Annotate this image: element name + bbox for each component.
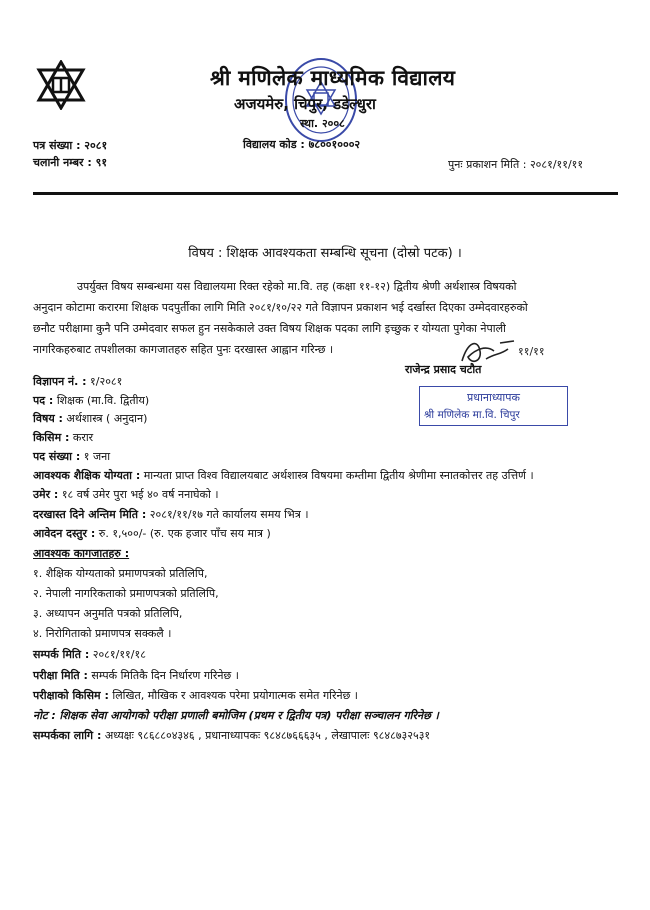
dispatch-number: चलानी नम्बर : ९१ [33,156,108,169]
detail-post-count: पद संख्या : १ जना [33,450,111,463]
detail-type: किसिम : करार [33,431,94,444]
signer-name: राजेन्द्र प्रसाद चटौत [405,363,482,376]
school-name: श्री मणिलेक माध्यमिक विद्यालय [210,66,456,90]
body-line: छनौट परीक्षामा कुनै पनि उम्मेदवार सफल हुन नसकेकाले उक्त विषय शिक्षक पदका लागि इच्छुक र योग्यता पुगेका नेपाली [33,322,506,335]
detail-post: पद : शिक्षक (मा.वि. द्वितीय) [33,394,150,407]
stamp-title: प्रधानाध्यापक [467,391,520,404]
detail-deadline: दरखास्त दिने अन्तिम मिति : २०८१/११/१७ गते कार्यालय समय भित्र । [33,508,309,521]
body-line: नागरिकहरुबाट तपशीलका कागजातहरु सहित पुनः दरखास्त आह्वान गरिन्छ । [33,343,334,356]
detail-age: उमेर : १८ वर्ष उमेर पुरा भई ४० वर्ष ननाघेको । [33,488,219,501]
detail-exam-date: परीक्षा मिति : सम्पर्क मितिकै दिन निर्धारण गरिनेछ । [33,669,239,682]
stamp-school: श्री मणिलेक मा.वि. चिपुर [424,409,520,421]
letter-number: पत्र संख्या : २०८१ [33,139,108,152]
principal-stamp [419,386,568,426]
detail-contact-date: सम्पर्क मिति : २०८१/११/१८ [33,648,146,661]
detail-contact: सम्पर्कका लागि : अध्यक्षः ९८६८८०४३४६ , प्रधानाध्यापकः ९८४८७६६६३५ , लेखापालः ९८४८७३२५३१ [33,729,431,742]
doc-item: ४. निरोगिताको प्रमाणपत्र सक्कलै । [33,627,172,640]
signature-date: ११/११ [518,345,545,358]
established-year: स्था. २००८ [300,117,345,130]
republish-date: पुनः प्रकाशन मिति : २०८१/११/११ [448,158,584,171]
detail-docs-heading: आवश्यक कागजातहरु : [33,547,130,560]
body-line: अनुदान कोटामा करारमा शिक्षक पदपुर्तीका लागि मिति २०८१/१०/२२ गते विज्ञापन प्रकाशन भई दर्खास्त दिएका उम्मेदवारहरुको [33,301,528,314]
body-line: उपर्युक्त विषय सम्बन्धमा यस विद्यालयमा रिक्त रहेको मा.वि. तह (कक्षा ११-१२) द्वितीय श्रेणी अर्थशास्त्र विषयको [77,280,517,293]
government-emblem-icon [36,60,86,110]
school-code: विद्यालय कोड : ७८००१०००२ [243,138,361,151]
detail-exam-type: परीक्षाको किसिम : लिखित, मौखिक र आवश्यक परेमा प्रयोगात्मक समेत गरिनेछ । [33,689,358,702]
header-divider [33,192,618,195]
notice-subject: विषय : शिक्षक आवश्यकता सम्बन्धि सूचना (दोस्रो पटक) । [188,246,462,261]
detail-ad-number: विज्ञापन नं. : १/२०८१ [33,375,123,388]
doc-item: १. शैक्षिक योग्यताको प्रमाणपत्रको प्रतिलिपि, [33,567,208,580]
doc-item: ३. अध्यापन अनुमति पत्रको प्रतिलिपि, [33,607,183,620]
detail-subject: विषय : अर्थशास्त्र ( अनुदान) [33,412,148,425]
exam-note: नोट : शिक्षक सेवा आयोगको परीक्षा प्रणाली बमोजिम (प्रथम र द्वितीय पत्र) परीक्षा सञ्चालन गरिनेछ । [33,709,439,722]
detail-fee: आवेदन दस्तुर : रु. १,५००/- (रु. एक हजार पाँच सय मात्र ) [33,527,271,540]
school-address: अजयमेरु, चिपुर, डडेल्धुरा [234,95,376,113]
doc-item: २. नेपाली नागरिकताको प्रमाणपत्रको प्रतिलिपि, [33,587,219,600]
detail-qualification: आवश्यक शैक्षिक योग्यता : मान्यता प्राप्त विश्व विद्यालयबाट अर्थशास्त्र विषयमा कम्तीमा द्वितीय श्रेणीमा स्नातकोत्तर तह उत्तिर्ण । [33,469,534,482]
